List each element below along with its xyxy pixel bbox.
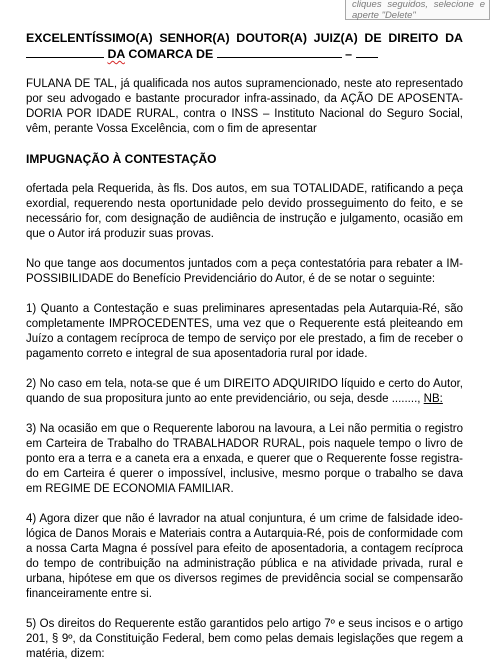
paragraph-line: financeiramente entre si.: [26, 588, 152, 600]
paragraph-item-5: [26, 617, 463, 662]
paragraph-ofertada: [26, 182, 463, 242]
paragraph-line: Juízo a contagem recíproca de tempo de serviço por ele prestado, a fim de receber o: [26, 333, 463, 345]
tooltip-text: cliques seguidos, selecione e aperte "Delete": [352, 0, 485, 21]
paragraph-text: quando de sua propositura junto ao ente previdenciário, ou seja, desde ........,: [26, 393, 421, 405]
da-word: DA: [107, 47, 125, 61]
paragraph-line: 1) Quanto a Contestação e suas preliminares apresentadas pela Autarquia-Ré, são: [26, 303, 463, 315]
document-body: [26, 30, 463, 662]
paragraph-line: ofertada pela Requerida, às fls. Dos autos, em sua TOTALIDADE, ratificando a peça: [26, 183, 463, 195]
paragraph-line: [26, 392, 463, 407]
instruction-tooltip: [345, 0, 490, 20]
paragraph-line: No que tange aos documentos juntados com a peça contestatória para rebater a IM-: [26, 258, 463, 270]
paragraph-line: exordial, requerendo nesta oportunidade pelo devido prosseguimento do feito, e se: [26, 198, 463, 210]
paragraph-line: 3) Na ocasião em que o Requerente laborou na lavoura, a Lei não permitia o registro: [26, 423, 463, 435]
paragraph-line: 2) No caso em tela, nota-se que é um DIREITO ADQUIRIDO líquido e certo do Autor,: [26, 378, 463, 390]
section-title: IMPUGNAÇÃO À CONTESTAÇÃO: [26, 152, 217, 166]
paragraph-line: pagamento correto e integral de sua aposentadoria rural por idade.: [26, 348, 368, 360]
intro-line: vêm, perante Vossa Excelência, com o fim de apresentar: [26, 123, 317, 135]
court-address-line-2: [26, 46, 463, 62]
paragraph-line: completamente IMPROCEDENTES, uma vez que o Requerente está pleiteando em: [26, 318, 463, 330]
paragraph-line: 4) Agora dizer que não é lavrador na atual conjuntura, é um crime de falsidade ideo-: [26, 513, 463, 525]
paragraph-line: que o Autor irá produzir suas provas.: [26, 228, 214, 240]
paragraph-item-4: [26, 512, 463, 602]
paragraph-documentos: [26, 257, 463, 287]
nb-field: NB:: [423, 393, 443, 405]
paragraph-line: lógica de Danos Morais e Materiais contra a Autarquia-Ré, pois de conformidade com: [26, 528, 463, 540]
intro-paragraph: [26, 77, 463, 137]
paragraph-line: matéria, dizem:: [26, 648, 105, 660]
intro-line: DORIA POR IDADE RURAL, contra o INSS – Instituto Nacional do Seguro Social,: [26, 108, 463, 120]
blank-field-state[interactable]: [356, 47, 378, 58]
paragraph-item-3: [26, 422, 463, 497]
paragraph-line: a nossa Carta Magna é possível para efeito de aposentadoria, a contagem recíproca: [26, 543, 463, 555]
paragraph-line: do em Carteira é querer o impossível, inclusive, mesmo porque o trabalho se dava: [26, 468, 463, 480]
blank-field-court[interactable]: [26, 47, 104, 58]
paragraph-line: do tempo de contribuição na administração pública e na atividade privada, rural e: [26, 558, 463, 570]
paragraph-line: em REGIME DE ECONOMIA FAMILIAR.: [26, 483, 234, 495]
paragraph-line: urbana, hipótese em que os diversos regimes de previdência social se compensarão: [26, 573, 463, 585]
paragraph-line: ponto era a terra e a caneta era a enxada, e querer que o Requerente fosse registra-: [26, 453, 463, 465]
intro-line: FULANA DE TAL, já qualificada nos autos supramencionado, neste ato representado: [26, 78, 463, 90]
comarca-word: COMARCA DE: [128, 47, 214, 61]
paragraph-line: 5) Os direitos do Requerente estão garantidos pelo artigo 7º e seus incisos e o artigo: [26, 618, 463, 630]
paragraph-line: POSSIBILIDADE do Benefício Previdenciário do Autor, é de se notar o seguinte:: [26, 273, 436, 285]
paragraph-line: em Carteira de Trabalho do TRABALHADOR RURAL, pois naquele tempo o livro de: [26, 438, 463, 450]
court-address-line-1: EXCELENTÍSSIMO(A) SENHOR(A) DOUTOR(A) JUIZ(A) DE DIREITO DA: [26, 31, 463, 45]
paragraph-item-2: [26, 377, 463, 407]
paragraph-item-1: [26, 302, 463, 362]
intro-line: por seu advogado e bastante procurador infra-assinado, da AÇÃO DE APOSENTA-: [26, 93, 463, 105]
blank-field-comarca[interactable]: [217, 47, 342, 58]
paragraph-line: 201, § 9º, da Constituição Federal, bem como pelas demais legislações que regem a: [26, 633, 463, 645]
header-dash: –: [345, 47, 353, 61]
paragraph-line: necessário for, com designação de audiência de instrução e julgamento, ocasião em: [26, 213, 463, 225]
